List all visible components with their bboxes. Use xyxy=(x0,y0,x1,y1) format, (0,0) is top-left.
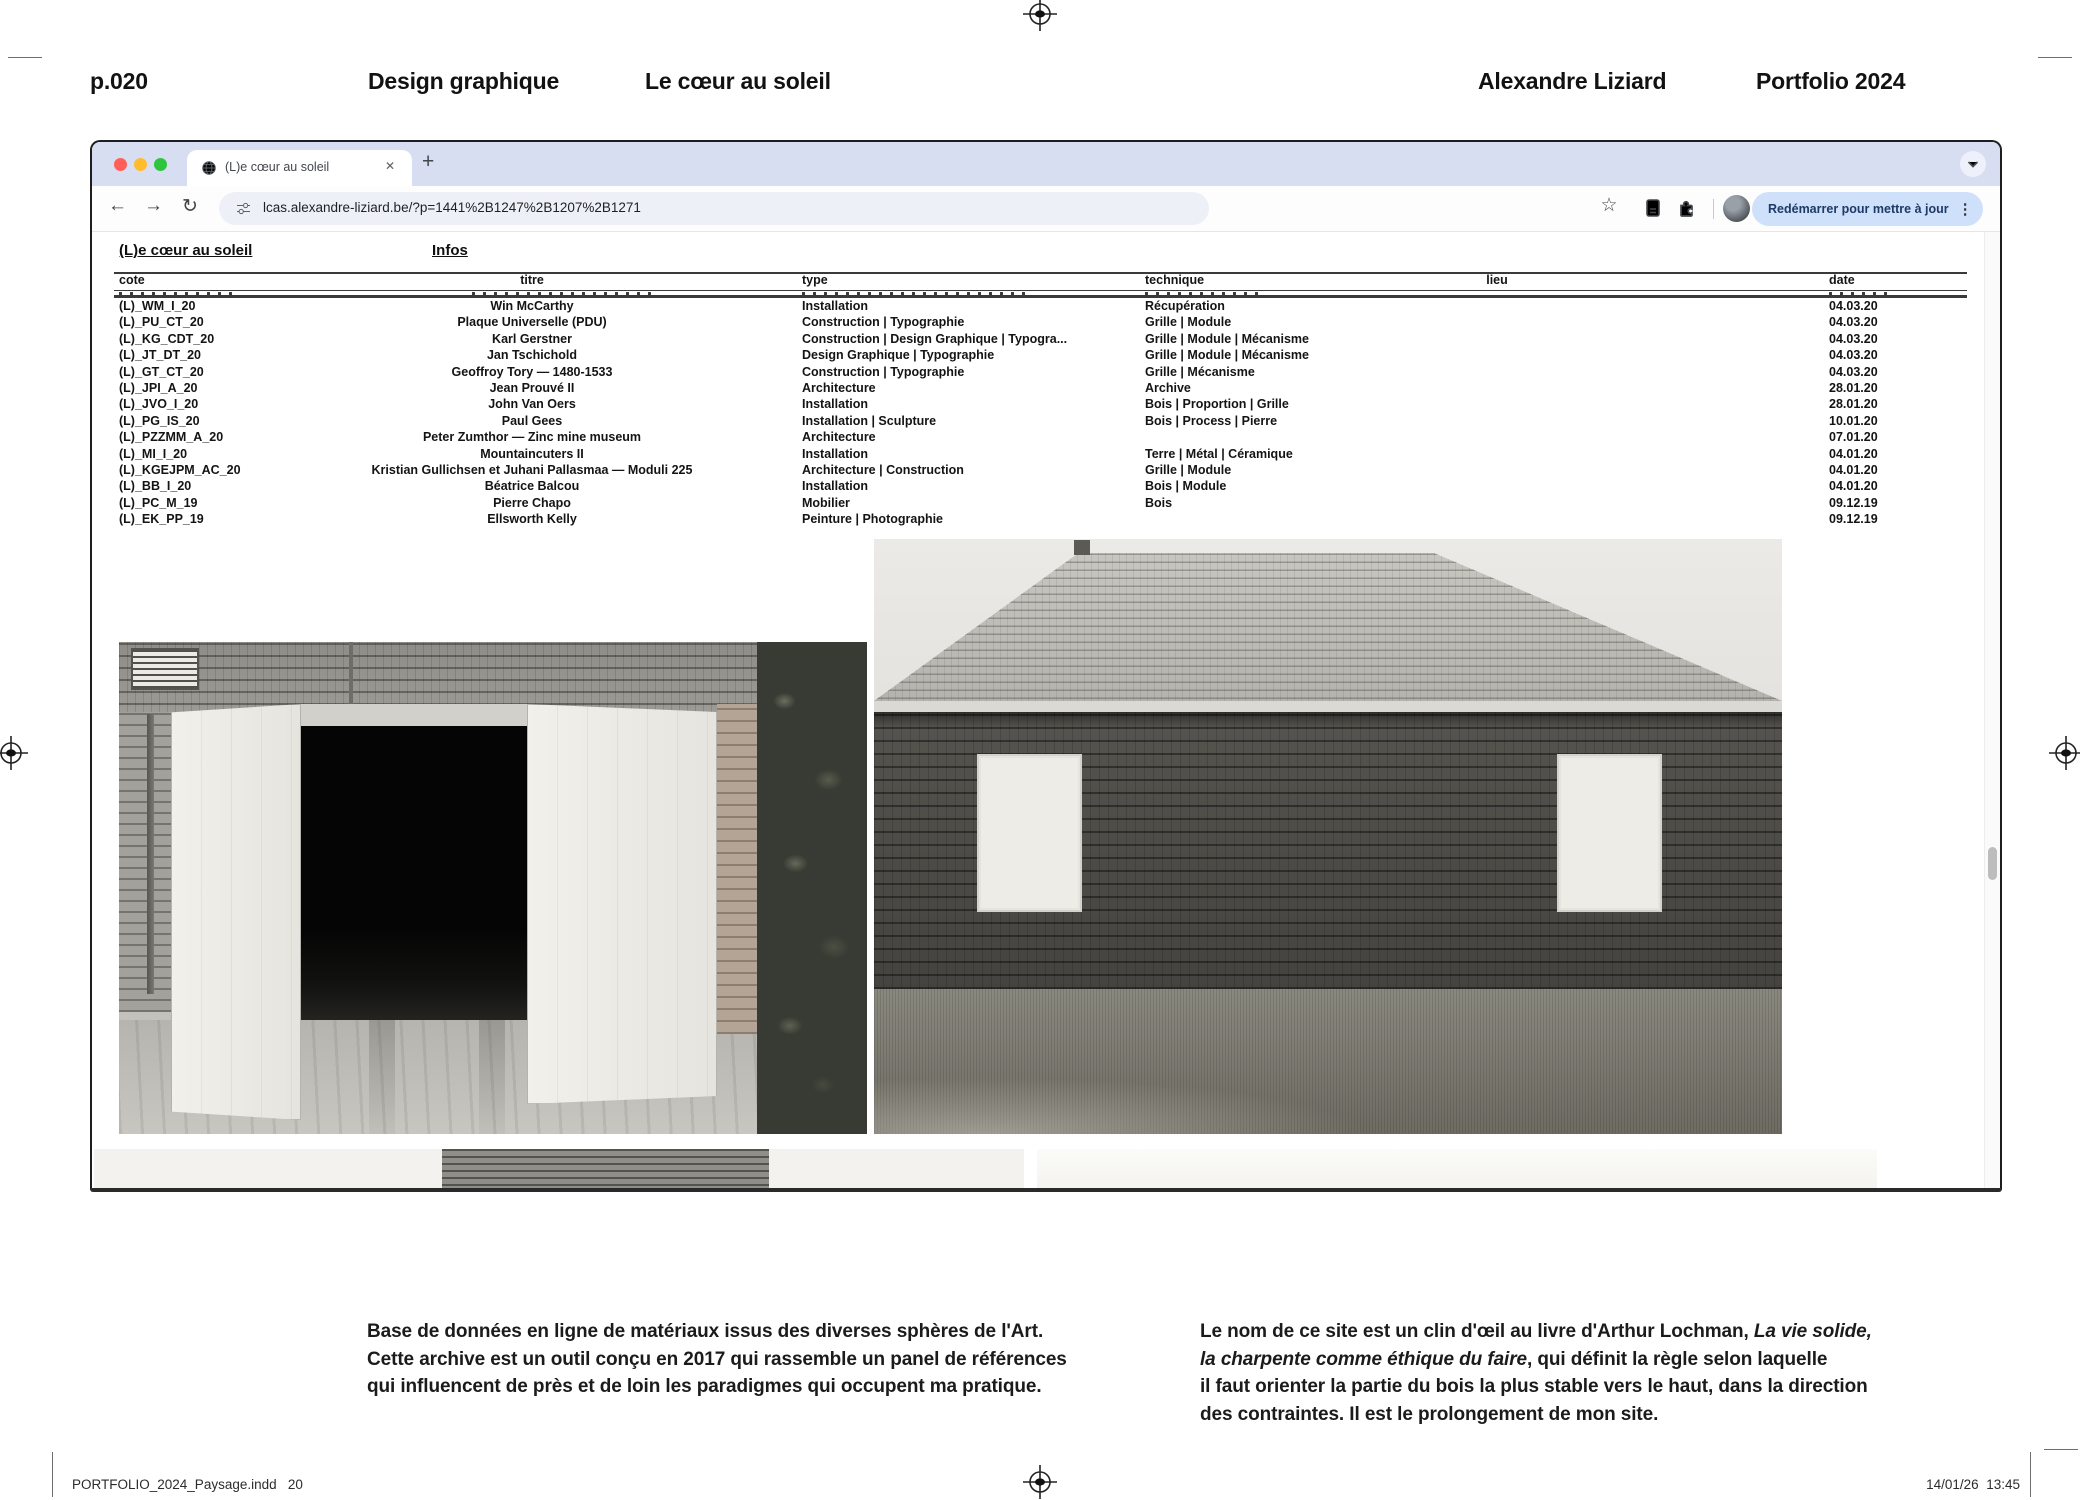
toolbar-divider xyxy=(1713,199,1714,219)
cell-type: Architecture | Construction xyxy=(802,462,964,477)
cell-cote: (L)_KG_CDT_20 xyxy=(119,331,215,346)
header-category: Design graphique xyxy=(368,68,560,94)
shingle-roof xyxy=(874,539,1782,715)
table-row[interactable] xyxy=(92,347,2000,363)
cell-titre: Peter Zumthor — Zinc mine museum xyxy=(422,430,642,445)
cell-titre: Geoffroy Tory — 1480-1533 xyxy=(451,364,613,379)
scrollbar-thumb[interactable] xyxy=(1988,847,1997,880)
cell-titre: Jean Prouvé II xyxy=(489,380,575,395)
table-header-row xyxy=(92,272,2000,289)
cell-type: Installation xyxy=(802,479,868,494)
table-row[interactable] xyxy=(92,380,2000,396)
boarded-window-left xyxy=(977,754,1082,912)
archive-table xyxy=(92,298,2000,527)
cell-date: 04.03.20 xyxy=(1829,364,1878,379)
cell-date: 04.03.20 xyxy=(1829,348,1878,363)
cell-type: Installation xyxy=(802,446,868,461)
next-photo-strip-left xyxy=(94,1149,1024,1190)
cell-type: Mobilier xyxy=(802,495,850,510)
white-door-left xyxy=(171,704,301,1120)
roof-vent xyxy=(1074,540,1090,555)
slug-filename: PORTFOLIO_2024_Paysage.indd 20 xyxy=(72,1477,303,1492)
crop-mark xyxy=(2038,57,2072,58)
cell-titre: Kristian Gullichsen et Juhani Pallasmaa — Moduli 225 xyxy=(371,462,693,477)
cell-date: 28.01.20 xyxy=(1829,380,1878,395)
cell-cote: (L)_PC_M_19 xyxy=(119,495,198,510)
slug-datetime: 14/01/26 13:45 xyxy=(1926,1477,2020,1492)
webpage-viewport xyxy=(92,232,2000,1190)
column-header-lieu: lieu xyxy=(1486,273,1508,287)
crop-mark xyxy=(52,1452,53,1497)
browser-toolbar xyxy=(92,186,2000,232)
white-door-right xyxy=(527,704,717,1104)
minimize-window-button[interactable] xyxy=(134,158,147,171)
table-row[interactable] xyxy=(92,478,2000,494)
cell-titre: Pierre Chapo xyxy=(493,495,571,510)
crop-mark xyxy=(2030,1452,2031,1497)
back-icon[interactable]: ← xyxy=(108,195,127,216)
cell-date: 04.03.20 xyxy=(1829,331,1878,346)
cell-technique: Grille | Mécanisme xyxy=(1145,364,1255,379)
site-home-link[interactable]: (L)e cœur au soleil xyxy=(119,242,253,259)
tab-strip xyxy=(92,142,2000,186)
cell-cote: (L)_BB_I_20 xyxy=(119,479,192,494)
caption-line: des contraintes. Il est le prolongement de mon site. xyxy=(1200,1403,1659,1425)
cell-date: 10.01.20 xyxy=(1829,413,1878,428)
pole xyxy=(147,714,154,994)
table-row[interactable] xyxy=(92,331,2000,347)
cell-technique: Bois | Process | Pierre xyxy=(1145,413,1278,428)
tab-close-icon[interactable]: ✕ xyxy=(385,159,396,173)
relaunch-update-label: Redémarrer pour mettre à jour xyxy=(1768,202,1949,216)
cell-type: Peinture | Photographie xyxy=(802,512,944,527)
registration-mark-top xyxy=(1023,0,1057,31)
zoom-window-button[interactable] xyxy=(154,158,167,171)
pipe xyxy=(349,642,353,708)
cell-titre: Mountaincuters II xyxy=(480,446,584,461)
cell-cote: (L)_JVO_I_20 xyxy=(119,397,199,412)
cell-technique: Bois xyxy=(1145,495,1173,510)
relaunch-update-button[interactable] xyxy=(1752,192,1983,226)
column-header-titre: titre xyxy=(520,273,544,287)
cell-technique: Bois | Proportion | Grille xyxy=(1145,397,1289,412)
boarded-window-right xyxy=(1557,754,1662,912)
table-row[interactable] xyxy=(92,413,2000,429)
bookmark-star-icon[interactable]: ☆ xyxy=(1600,195,1618,216)
header-project-title: Le cœur au soleil xyxy=(645,68,831,94)
caption-line: Base de données en ligne de matériaux issus des diverses sphères de l'Art. xyxy=(367,1321,1044,1342)
cell-titre: Win McCarthy xyxy=(490,299,574,313)
profile-avatar[interactable] xyxy=(1723,195,1750,222)
cell-technique: Récupération xyxy=(1145,299,1225,313)
cell-date: 09.12.19 xyxy=(1829,495,1878,510)
table-row[interactable] xyxy=(92,495,2000,511)
cell-cote: (L)_PZZMM_A_20 xyxy=(119,430,224,445)
cell-date: 07.01.20 xyxy=(1829,430,1878,445)
cell-titre: Karl Gerstner xyxy=(492,331,572,346)
table-row[interactable] xyxy=(92,314,2000,330)
registration-mark-left xyxy=(0,736,28,770)
table-row[interactable] xyxy=(92,511,2000,527)
tab-title: (L)e cœur au soleil xyxy=(225,160,330,174)
cell-technique: Bois | Module xyxy=(1145,479,1227,494)
tab-search-chevron-icon[interactable] xyxy=(1960,151,1986,177)
cell-date: 04.01.20 xyxy=(1829,479,1878,494)
table-row[interactable] xyxy=(92,429,2000,445)
cell-date: 04.03.20 xyxy=(1829,299,1878,313)
extensions-puzzle-icon[interactable] xyxy=(1674,196,1698,220)
reading-list-icon[interactable] xyxy=(1641,196,1665,220)
header-edition: Portfolio 2024 xyxy=(1756,68,1906,94)
cell-cote: (L)_JT_DT_20 xyxy=(119,348,201,363)
browser-menu-icon[interactable]: ⋮ xyxy=(1957,201,1973,218)
cell-type: Installation | Sculpture xyxy=(802,413,937,428)
cell-cote: (L)_PU_CT_20 xyxy=(119,315,204,330)
cell-date: 28.01.20 xyxy=(1829,397,1878,412)
side-wall xyxy=(119,712,171,1012)
door-lintel xyxy=(301,704,527,726)
crop-mark xyxy=(8,57,42,58)
grass-ground xyxy=(874,989,1782,1134)
browser-tab[interactable] xyxy=(187,150,412,186)
tire-track xyxy=(479,1020,505,1134)
louver-vent xyxy=(131,648,199,690)
roof-shingle-texture xyxy=(442,1149,769,1190)
table-row[interactable] xyxy=(92,446,2000,462)
cell-titre: Plaque Universelle (PDU) xyxy=(457,315,607,330)
table-row[interactable] xyxy=(92,298,2000,314)
cell-titre: Ellsworth Kelly xyxy=(487,512,577,527)
caption-archive-description xyxy=(367,1318,1067,1401)
cell-titre: John Van Oers xyxy=(488,397,576,412)
foliage xyxy=(757,642,867,1134)
reload-icon[interactable]: ↻ xyxy=(182,196,198,217)
cell-type: Construction | Design Graphique | Typogra... xyxy=(802,331,1068,346)
column-header-cote: cote xyxy=(119,273,145,287)
caption-line: Cette archive est un outil conçu en 2017 qui rassemble un panel de références xyxy=(367,1348,1067,1370)
cell-cote: (L)_MI_I_20 xyxy=(119,446,188,461)
cell-type: Architecture xyxy=(802,430,876,445)
close-window-button[interactable] xyxy=(114,158,127,171)
table-row[interactable] xyxy=(92,396,2000,412)
caption-site-name-description xyxy=(1200,1318,1872,1428)
table-row[interactable] xyxy=(92,462,2000,478)
cell-cote: (L)_GT_CT_20 xyxy=(119,364,204,379)
photo-barn-facade xyxy=(874,539,1782,1134)
cell-type: Design Graphique | Typographie xyxy=(802,348,995,363)
cell-type: Architecture xyxy=(802,380,876,395)
cell-date: 04.01.20 xyxy=(1829,446,1878,461)
caption-line: la charpente comme éthique du faire, qui définit la règle selon laquelle xyxy=(1200,1348,1828,1370)
cell-cote: (L)_WM_I_20 xyxy=(119,299,196,313)
forward-icon[interactable]: → xyxy=(144,195,163,216)
cell-titre: Paul Gees xyxy=(501,413,563,428)
photo-garage-doors xyxy=(119,642,867,1134)
caption-line: il faut orienter la partie du bois la plus stable vers le haut, dans la direction xyxy=(1200,1376,1868,1397)
cell-technique: Grille | Module | Mécanisme xyxy=(1145,348,1309,363)
crop-mark xyxy=(2044,1449,2078,1450)
browser-window xyxy=(90,140,2002,1192)
registration-mark-right xyxy=(2049,736,2080,770)
globe-favicon-icon xyxy=(201,160,217,176)
brick-pillar xyxy=(717,704,759,1034)
cell-date: 09.12.19 xyxy=(1829,512,1878,527)
cell-cote: (L)_EK_PP_19 xyxy=(119,512,204,527)
cell-cote: (L)_PG_IS_20 xyxy=(119,413,200,428)
header-author: Alexandre Liziard xyxy=(1478,68,1667,94)
slug-page-number: 20 xyxy=(287,1477,303,1492)
cell-technique: Terre | Métal | Céramique xyxy=(1145,446,1293,461)
column-header-date: date xyxy=(1829,273,1855,287)
eave-fascia xyxy=(874,701,1782,712)
cell-cote: (L)_KGEJPM_AC_20 xyxy=(119,462,241,477)
address-bar[interactable] xyxy=(219,192,1209,225)
cell-type: Installation xyxy=(802,397,868,412)
cell-technique: Grille | Module | Mécanisme xyxy=(1145,331,1309,346)
url-text[interactable]: lcas.alexandre-liziard.be/?p=1441%2B1247%2B1207%2B1271 xyxy=(263,200,641,215)
eave-shadow xyxy=(874,712,1782,728)
column-header-technique: technique xyxy=(1145,273,1205,287)
cell-cote: (L)_JPI_A_20 xyxy=(119,380,198,395)
cell-date: 04.01.20 xyxy=(1829,462,1878,477)
cell-technique: Grille | Module xyxy=(1145,462,1232,477)
cell-type: Construction | Typographie xyxy=(802,364,965,379)
column-header-type: type xyxy=(802,273,828,287)
slug-time: 13:45 xyxy=(1986,1477,2020,1492)
caption-line: Le nom de ce site est un clin d'œil au livre d'Arthur Lochman, La vie solide, xyxy=(1200,1321,1872,1342)
page-number: p.020 xyxy=(90,68,148,94)
site-settings-icon[interactable] xyxy=(235,200,252,217)
table-row[interactable] xyxy=(92,364,2000,380)
cell-type: Construction | Typographie xyxy=(802,315,965,330)
site-infos-link[interactable]: Infos xyxy=(432,242,468,259)
caption-line: qui influencent de près et de loin les paradigmes qui occupent ma pratique. xyxy=(367,1376,1042,1397)
registration-mark-bottom xyxy=(1023,1465,1057,1499)
cell-titre: Béatrice Balcou xyxy=(484,479,580,494)
new-tab-button[interactable]: + xyxy=(422,150,435,173)
dark-doorway xyxy=(301,726,527,1020)
cell-date: 04.03.20 xyxy=(1829,315,1878,330)
tire-track xyxy=(369,1020,395,1134)
cell-type: Installation xyxy=(802,299,868,313)
cell-technique: Archive xyxy=(1145,380,1191,395)
next-photo-strip-right xyxy=(1037,1149,1877,1190)
cell-technique: Grille | Module xyxy=(1145,315,1232,330)
cell-titre: Jan Tschichold xyxy=(486,348,578,363)
page-scrollbar[interactable] xyxy=(1984,232,2000,1190)
